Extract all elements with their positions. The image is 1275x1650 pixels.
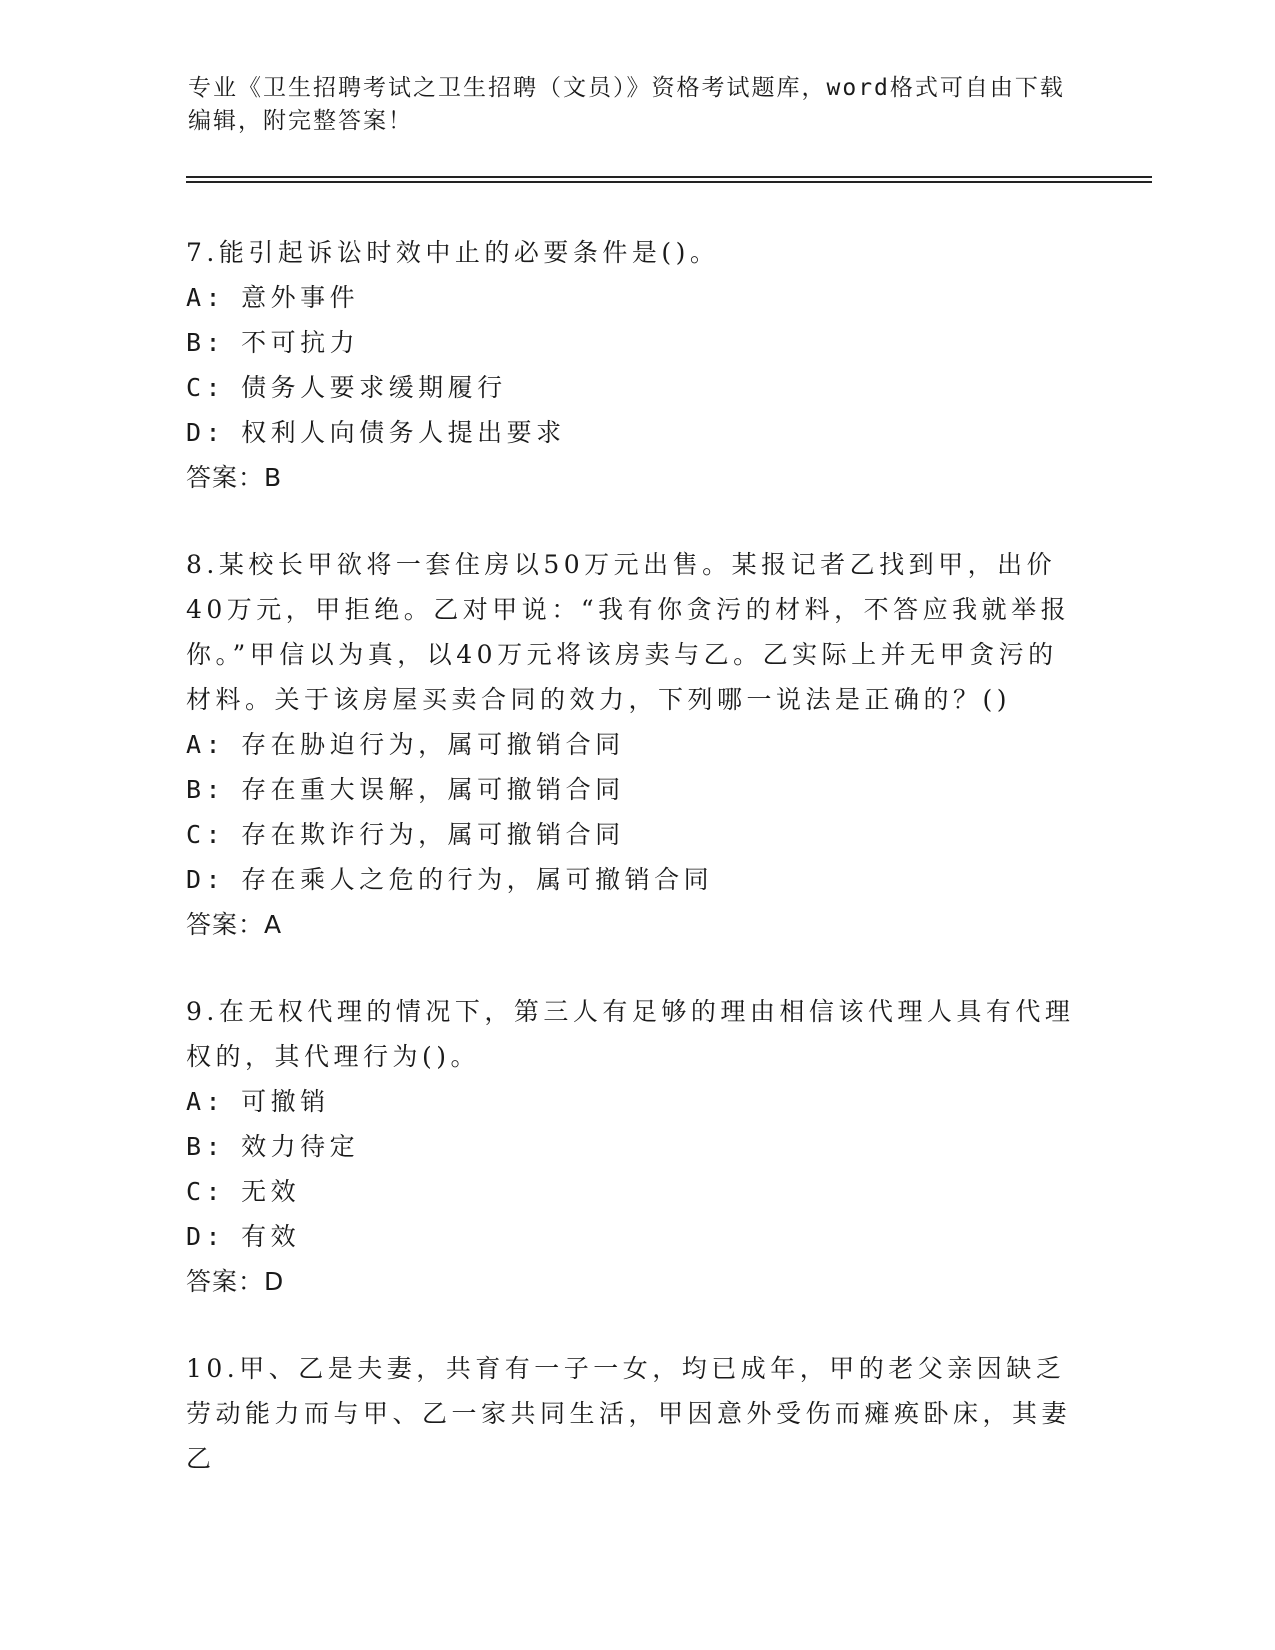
answer-line: 答案：A [186,910,283,939]
question-9 [186,989,1086,1304]
option-text: 债务人要求缓期履行 [241,373,507,402]
option-text: 意外事件 [241,283,360,312]
question-8 [186,542,1086,947]
header-divider-bottom [186,181,1152,183]
option-text: 存在欺诈行为，属可撤销合同 [241,820,625,849]
option-key: C: [186,820,226,849]
option-key: A: [186,1087,226,1116]
header-divider-top [186,176,1152,178]
option-text: 权利人向债务人提出要求 [241,418,566,447]
option-key: B: [186,1132,226,1161]
option-a [186,275,1086,320]
option-text: 无效 [241,1177,301,1206]
option-d [186,857,1086,902]
option-b [186,1124,1086,1169]
option-key: D: [186,1222,226,1251]
option-d [186,410,1086,455]
question-stem: 7.能引起诉讼时效中止的必要条件是()。 [186,238,720,267]
document-header [188,72,1068,138]
option-key: D: [186,865,226,894]
option-key: B: [186,328,226,357]
option-key: C: [186,373,226,402]
answer-line: 答案：D [186,1267,285,1296]
option-c [186,1169,1086,1214]
option-b [186,767,1086,812]
option-c [186,365,1086,410]
option-text: 有效 [241,1222,301,1251]
header-line-1: 专业《卫生招聘考试之卫生招聘（文员）》资格考试题库，word格式可自由下载 [188,75,1065,101]
header-line-2: 编辑，附完整答案！ [188,108,413,134]
option-key: A: [186,283,226,312]
option-text: 不可抗力 [241,328,360,357]
option-a [186,722,1086,767]
option-text: 存在重大误解，属可撤销合同 [241,775,625,804]
option-key: C: [186,1177,226,1206]
option-text: 存在胁迫行为，属可撤销合同 [241,730,625,759]
option-key: B: [186,775,226,804]
option-c [186,812,1086,857]
question-stem: 9.在无权代理的情况下，第三人有足够的理由相信该代理人具有代理权的，其代理行为()。 [186,997,1075,1071]
option-text: 可撤销 [241,1087,330,1116]
question-7 [186,230,1086,500]
option-d [186,1214,1086,1259]
question-stem: 10.甲、乙是夫妻，共育有一子一女，均已成年，甲的老父亲因缺乏劳动能力而与甲、乙一家共同生活，甲因意外受伤而瘫痪卧床，其妻乙 [186,1354,1072,1473]
option-key: D: [186,418,226,447]
option-text: 存在乘人之危的行为，属可撤销合同 [241,865,714,894]
option-key: A: [186,730,226,759]
option-a [186,1079,1086,1124]
option-b [186,320,1086,365]
question-10 [186,1346,1086,1481]
option-text: 效力待定 [241,1132,360,1161]
question-stem: 8.某校长甲欲将一套住房以50万元出售。某报记者乙找到甲，出价40万元，甲拒绝。乙对甲说：“我有你贪污的材料，不答应我就举报你。”甲信以为真，以40万元将该房卖与乙。乙实际上并无甲贪污的材料。关于该房屋买卖合同的效力，下列哪一说法是正确的？() [186,550,1071,714]
question-list [186,230,1086,1523]
answer-line: 答案：B [186,463,283,492]
